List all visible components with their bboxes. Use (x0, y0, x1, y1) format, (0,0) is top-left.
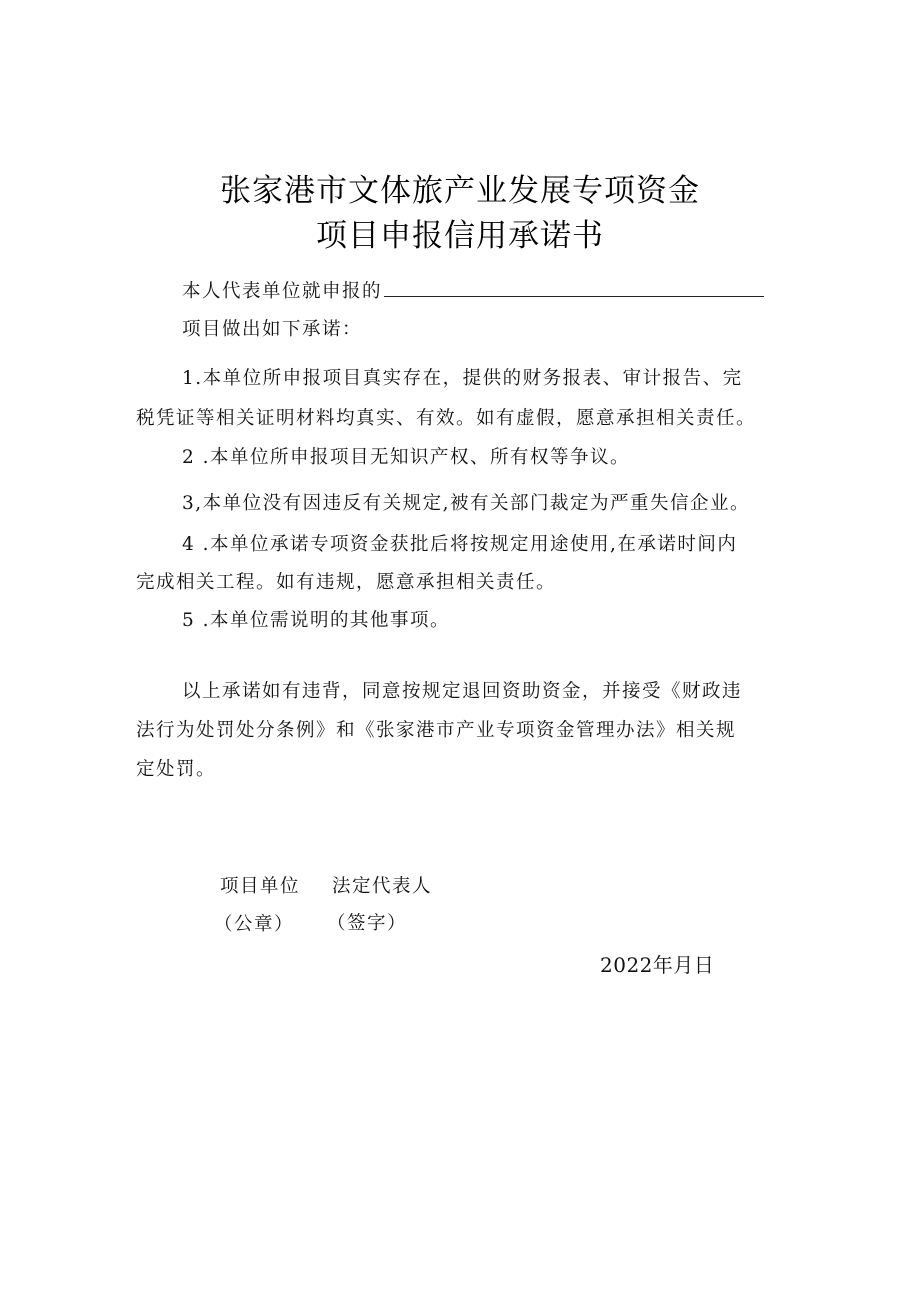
signature-label: （签字） (327, 913, 408, 934)
intro-line-2: 项目做出如下承诺： (182, 319, 363, 340)
signature-unit-label: 项目单位 (220, 876, 301, 897)
intro-text: 本人代表单位就申报的 (182, 281, 383, 302)
closing-line1: 以上承诺如有违背，同意按规定退回资助资金，并接受《财政违 (182, 681, 743, 702)
seal-label: （公章） (214, 914, 295, 935)
project-name-blank[interactable] (384, 280, 764, 297)
item-1-line2: 税凭证等相关证明材料均真实、有效。如有虚假，愿意承担相关责任。 (136, 408, 757, 429)
closing-line3: 定处罚。 (136, 759, 217, 780)
item-5: 5 .本单位需说明的其他事项。 (182, 610, 451, 631)
item-1-line1: 1.本单位所申报项目真实存在，提供的财务报表、审计报告、完 (182, 368, 743, 389)
item-4-line2: 完成相关工程。如有违规，愿意承担相关责任。 (136, 572, 557, 593)
intro-line (182, 280, 764, 304)
signature-representative-label: 法定代表人 (332, 876, 433, 897)
document-title-line1: 张家港市文体旅产业发展专项资金 (220, 173, 700, 209)
item-4-line1: 4 .本单位承诺专项资金获批后将按规定用途使用,在承诺时间内 (182, 534, 738, 555)
closing-line2: 法行为处罚处分条例》和《张家港市产业专项资金管理办法》相关规 (136, 720, 737, 741)
document-title-line2: 项目申报信用承诺书 (316, 218, 604, 254)
item-2: 2 .本单位所申报项目无知识产权、所有权等争议。 (182, 447, 631, 468)
date: 2022年月日 (600, 953, 715, 977)
item-3: 3,本单位没有因违反有关规定,被有关部门裁定为严重失信企业。 (182, 493, 751, 514)
